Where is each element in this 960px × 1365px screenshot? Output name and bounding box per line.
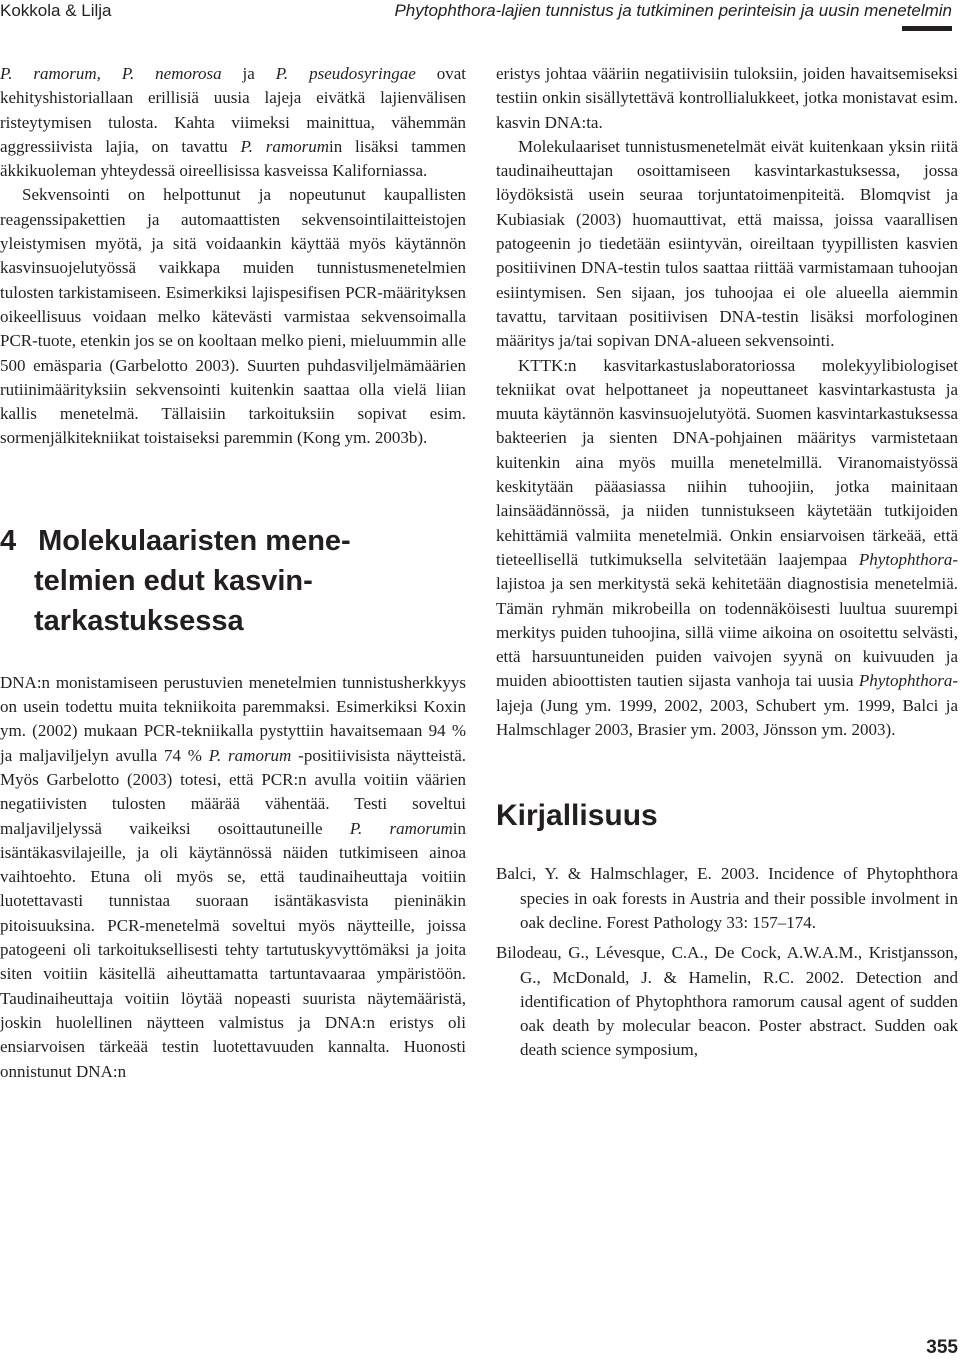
header-authors: Kokkola & Lilja	[0, 1, 112, 20]
genus-name: Phytophthora	[858, 549, 953, 569]
running-header	[0, 0, 960, 30]
right-column	[496, 62, 958, 1069]
text-run: -lajeja (Jung ym. 1999, 2002, 2003, Schubert ym. 1999, Balci ja Halmschlager 2003, Brasier ym. 2003, Jönsson ym. 2003).	[496, 671, 958, 740]
text-run: ovat kehityshistoriallaan erillisiä uusia lajeja eivätkä lajienvälisen risteytymisen tulosta. Kahta viimeksi mainittua, vähemmän aggressiivista lajia, on tavattu	[0, 64, 466, 156]
paragraph: eristys johtaa vääriin negatiivisiin tuloksiin, joiden havaitsemiseksi testiin onkin sisällytettävä kontrollialukkeet, jotka monistavat esim. kasvin DNA:ta.	[496, 64, 958, 132]
species-name: P. ramorum, P. nemorosa	[0, 64, 222, 83]
paragraph: Molekulaariset tunnistusmenetelmät eivät kuitenkaan yksin riitä taudinaiheuttajan osoittamiseen kasvintarkastuksessa, jossa löydöksistä usein seuraa torjuntatoimenpiteitä. Blomqvist ja Kubiasiak (2003) huomauttivat, että maissa, joissa vaarallisen patogeenin jo tiedetään esiintyvän, oireiltaan tyypillisten kasvien positiivinen DNA-testin tulos saattaa riittää varmistamaan tuhoojan esiintymisen. Sen sijaan, jos tuhoojaa ei ole alueella aiemmin tavattu, tarvitaan positiivisen DNA-testin lisäksi morfologinen määritys ja/tai sopivan DNA-alueen sekvensointi.	[496, 136, 958, 351]
section-heading	[0, 521, 466, 641]
header-title-genus: Phytophthora	[394, 1, 496, 20]
heading-line-3: tarkastuksessa	[34, 604, 244, 637]
paragraph	[0, 62, 466, 183]
reference-entry: Balci, Y. & Halmschlager, E. 2003. Incidence of Phytophthora species in oak forests in Austria and their possible involment in oak decline. Forest Pathology 33: 157–174.	[496, 864, 958, 932]
text-run: -positiivisista näytteistä. Myös Garbelotto (2003) totesi, että PCR:n avulla voitiin väärien negatiivisten tulosten määrää vähentää. Testi soveltui maljaviljelyssä vaikeiksi osoittautuneille	[0, 745, 466, 838]
species-name: P. pseudosyringae	[275, 64, 416, 83]
text-run: ja	[221, 64, 276, 83]
reference-entry: Bilodeau, G., Lévesque, C.A., De Cock, A.W.A.M., Kristjansson, G., McDonald, J. & Hamelin, R.C. 2002. Detection and identification of Phytophthora ramorum causal agent of sudden oak death by molecular beacon. Poster abstract. Sudden oak death science symposium,	[496, 943, 958, 1060]
species-name: P. ramorum	[240, 136, 329, 156]
species-name: P. ramorum	[208, 745, 292, 765]
text-run: in lisäksi tammen äkkikuoleman yhteydessä oireellisissa kasveissa Kaliforniassa.	[0, 136, 467, 181]
heading-line-2: telmien edut kasvin-	[34, 564, 313, 597]
text-run: DNA:n monistamiseen perustuvien menetelmien tunnistusherkkyys on usein todettu muita tekniikoita paremmaksi. Esimerkiksi Koxin ym. (2002) mukaan PCR-tekniikalla pystyttiin havaitsemaan 94 % ja maljaviljelyn avulla 74 %	[0, 672, 466, 765]
references-heading: Kirjallisuus	[496, 799, 658, 833]
section-number: 4	[0, 524, 17, 557]
genus-name: Phytophthora	[858, 671, 953, 691]
heading-line-1: Molekulaaristen mene-	[38, 524, 351, 557]
text-run: in isäntäkasvilajeille, ja oli käytännössä näiden tutkimiseen ainoa vaihtoehto. Etuna oli myös se, että taudinaiheuttaja voitiin luotettavasti tunnistaa suoraan isäntäkasvista pieninäkin pitoisuuksina. PCR-menetelmä soveltui myös näytteille, joissa patogeeni oli tarkoituksellisesti tehty tartutuskyvyttömäksi ja joita siten voitiin käsitellä aiheuttamatta tartuntavaaraa ympäristöön. Taudinaiheuttaja voitiin löytää nopeasti suurista näytemääristä, joskin huolellinen näytteen valmistus ja DNA:n eristys oli ensiarvoisen tärkeää testin luotettavuuden kannalta. Huonosti onnistunut DNA:n	[0, 818, 466, 1081]
page-number: 355	[926, 1337, 958, 1358]
header-rule	[902, 26, 952, 31]
paragraph: Sekvensointi on helpottunut ja nopeutunut kaupallisten reagenssipakettien ja automaattisten sekvensointilaitteistojen yleistymisen myötä, ja sitä voidaankin käyttää myös käytännön kasvinsuojelutyössä vaikkapa muiden tunnistusmenetelmien tulosten tarkistamiseen. Esimerkiksi lajispesifisen PCR-määrityksen oikeellisuus voidaan melko kätevästi varmistaa sekvensoimalla PCR-tuote, etenkin jos se on kooltaan melko pieni, mieluummin alle 500 emäsparia (Garbelotto 2003). Suurten puhdasviljelmämäärien rutiinimäärityksiin sekvensointi kuitenkin saattaa olla vielä liian kallis menetelmä. Tällaisiin tarkoituksiin sopivat esim. sormenjälkitekniikat toistaiseksi paremmin (Kong ym. 2003b).	[0, 185, 467, 448]
paragraph	[496, 354, 958, 743]
paragraph	[0, 671, 466, 1084]
header-title	[394, 0, 952, 22]
header-title-rest: -lajien tunnistus ja tutkiminen perinteisin ja uusin menetelmin	[495, 1, 952, 20]
text-run: KTTK:n kasvitarkastuslaboratoriossa molekyylibiologiset tekniikat ovat helpottaneet ja nopeuttaneet kasvintarkastusta ja muuta käytännön kasvinsuojelutyötä. Suomen kasvintarkastuksessa bakteerien ja sienten DNA-pohjainen määritys varmistetaan kuitenkin aina myös muilla menetelmillä. Viranomaistyössä keskitytään pääasiassa niihin tuhoojiin, jotka mainitaan lainsäädännössä, ja niiden tunnistukseen käytetään tutkijoiden kehittämiä valmiita menetelmiä. Onkin ensiarvoisen tärkeää, että tieteellisellä tutkimuksella selvitetään laajempaa	[496, 355, 958, 569]
text-run: -lajistoa ja sen merkitystä sekä kehitetään diagnostisia menetelmiä. Tämän ryhmän mikrobeilla on todennäköisesti luultua suurempi merkitys puiden tuhoojina, sillä viime aikoina on osoitettu selvästi, että harsuuntuneiden puiden vaivojen syynä on kuivuuden ja muiden abioottisten tautien sijasta vanhoja tai uusia	[496, 549, 958, 691]
left-column	[0, 62, 466, 1084]
species-name: P. ramorum	[349, 818, 453, 838]
